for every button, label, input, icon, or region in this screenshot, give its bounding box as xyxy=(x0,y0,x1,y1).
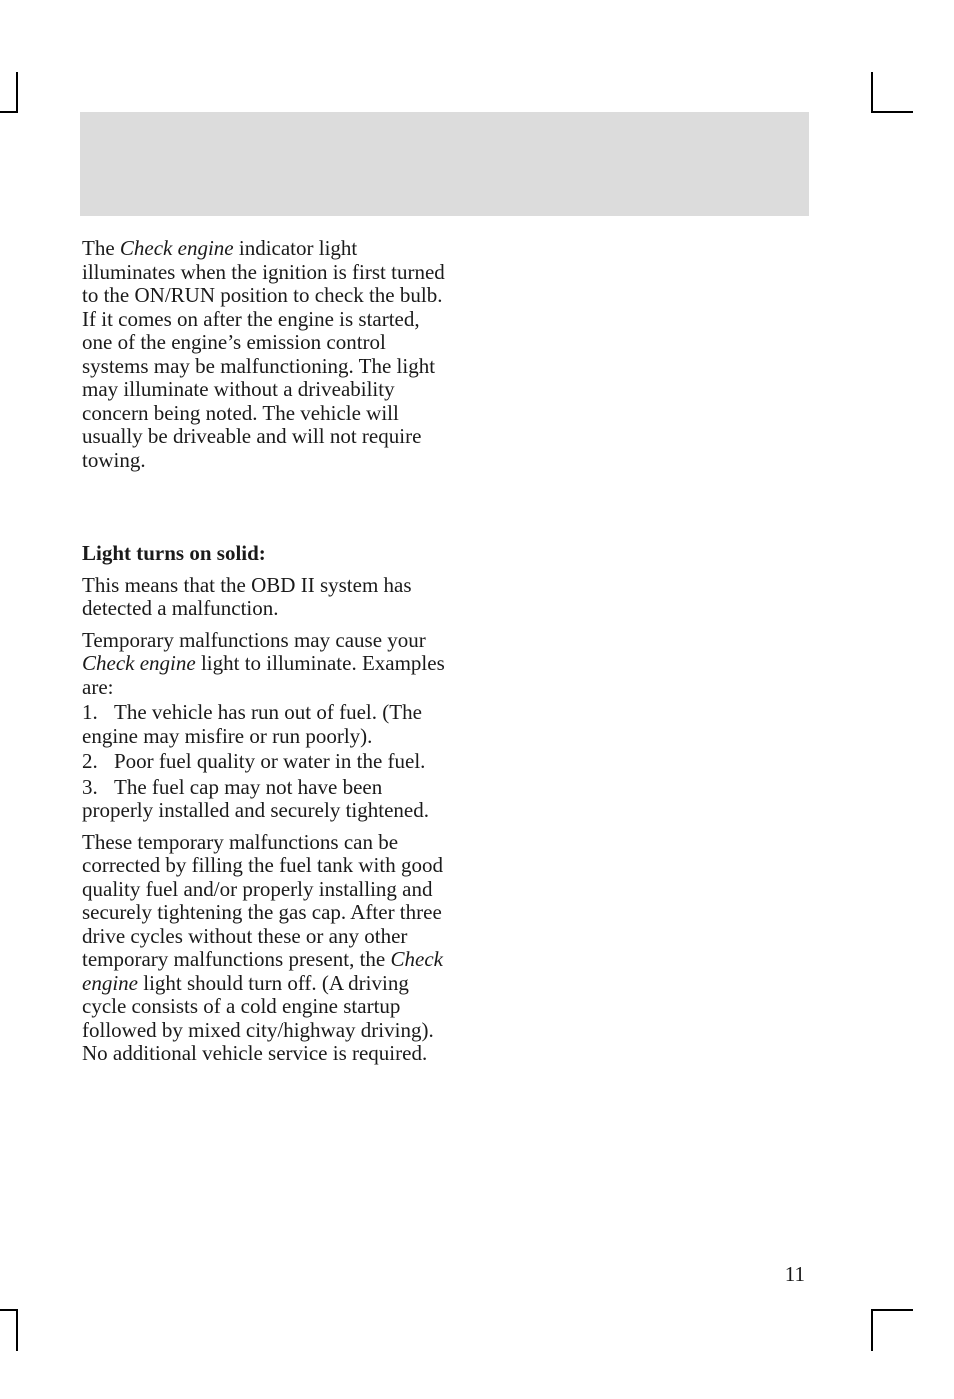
intro-text-2: indicator light illuminates when the ignition is first turned to the ON/RUN position to check the bulb. If it comes on after the engine is started, one of the engine’s emission control systems may be malfunctioning. The light may illuminate without a driveability concern being noted. The vehicle will usually be driveable and will not require towing. xyxy=(82,236,445,472)
list-number: 3. xyxy=(82,774,98,799)
para2-text-1: Temporary malfunctions may cause your xyxy=(82,627,426,652)
section-heading: Light turns on solid: xyxy=(82,541,266,565)
crop-mark-bottom-right-v xyxy=(871,1309,873,1351)
intro-italic: Check engine xyxy=(119,236,234,260)
crop-mark-bottom-right-h xyxy=(871,1309,913,1311)
list-item xyxy=(82,750,447,774)
list-item xyxy=(82,776,447,823)
para3-text-2: light should turn off. (A driving cycle consists of a cold engine startup followed by mixed city/highway driving). No additional vehicle service is required. xyxy=(82,970,434,1065)
intro-paragraph xyxy=(82,237,447,472)
obd-paragraph: This means that the OBD II system has detected a malfunction. xyxy=(82,572,412,620)
correction-paragraph xyxy=(82,831,447,1066)
para3-text-1: These temporary malfunctions can be corrected by filling the fuel tank with good quality fuel and/or properly installing and securely tightening the gas cap. After three drive cycles without these or any other temporary malfunctions present, the xyxy=(82,829,443,971)
temporary-malfunctions-paragraph xyxy=(82,629,447,700)
text-column xyxy=(82,237,447,1066)
crop-mark-top-right-v xyxy=(871,72,873,113)
para3-italic: Check engine xyxy=(82,947,443,995)
list-number: 2. xyxy=(82,749,98,773)
crop-mark-top-right-h xyxy=(871,111,913,113)
list-text: The fuel cap may not have been properly installed and securely tightened. xyxy=(82,774,429,822)
crop-mark-top-left-v xyxy=(16,72,18,113)
intro-text-1: The xyxy=(82,236,120,260)
crop-mark-bottom-left-v xyxy=(16,1309,18,1351)
list-number: 1. xyxy=(82,700,98,724)
list-text: The vehicle has run out of fuel. (The engine may misfire or run poorly). xyxy=(82,700,422,748)
para2-italic: Check engine xyxy=(82,651,196,675)
page-number: 11 xyxy=(784,1262,805,1286)
crop-mark-top-left-h xyxy=(0,111,18,113)
list-item xyxy=(82,701,447,748)
list-text: Poor fuel quality or water in the fuel. xyxy=(114,749,426,773)
crop-mark-bottom-left-h xyxy=(0,1309,18,1311)
para2-text-2: light to illuminate. Examples are: xyxy=(82,651,445,699)
header-band xyxy=(80,112,809,216)
